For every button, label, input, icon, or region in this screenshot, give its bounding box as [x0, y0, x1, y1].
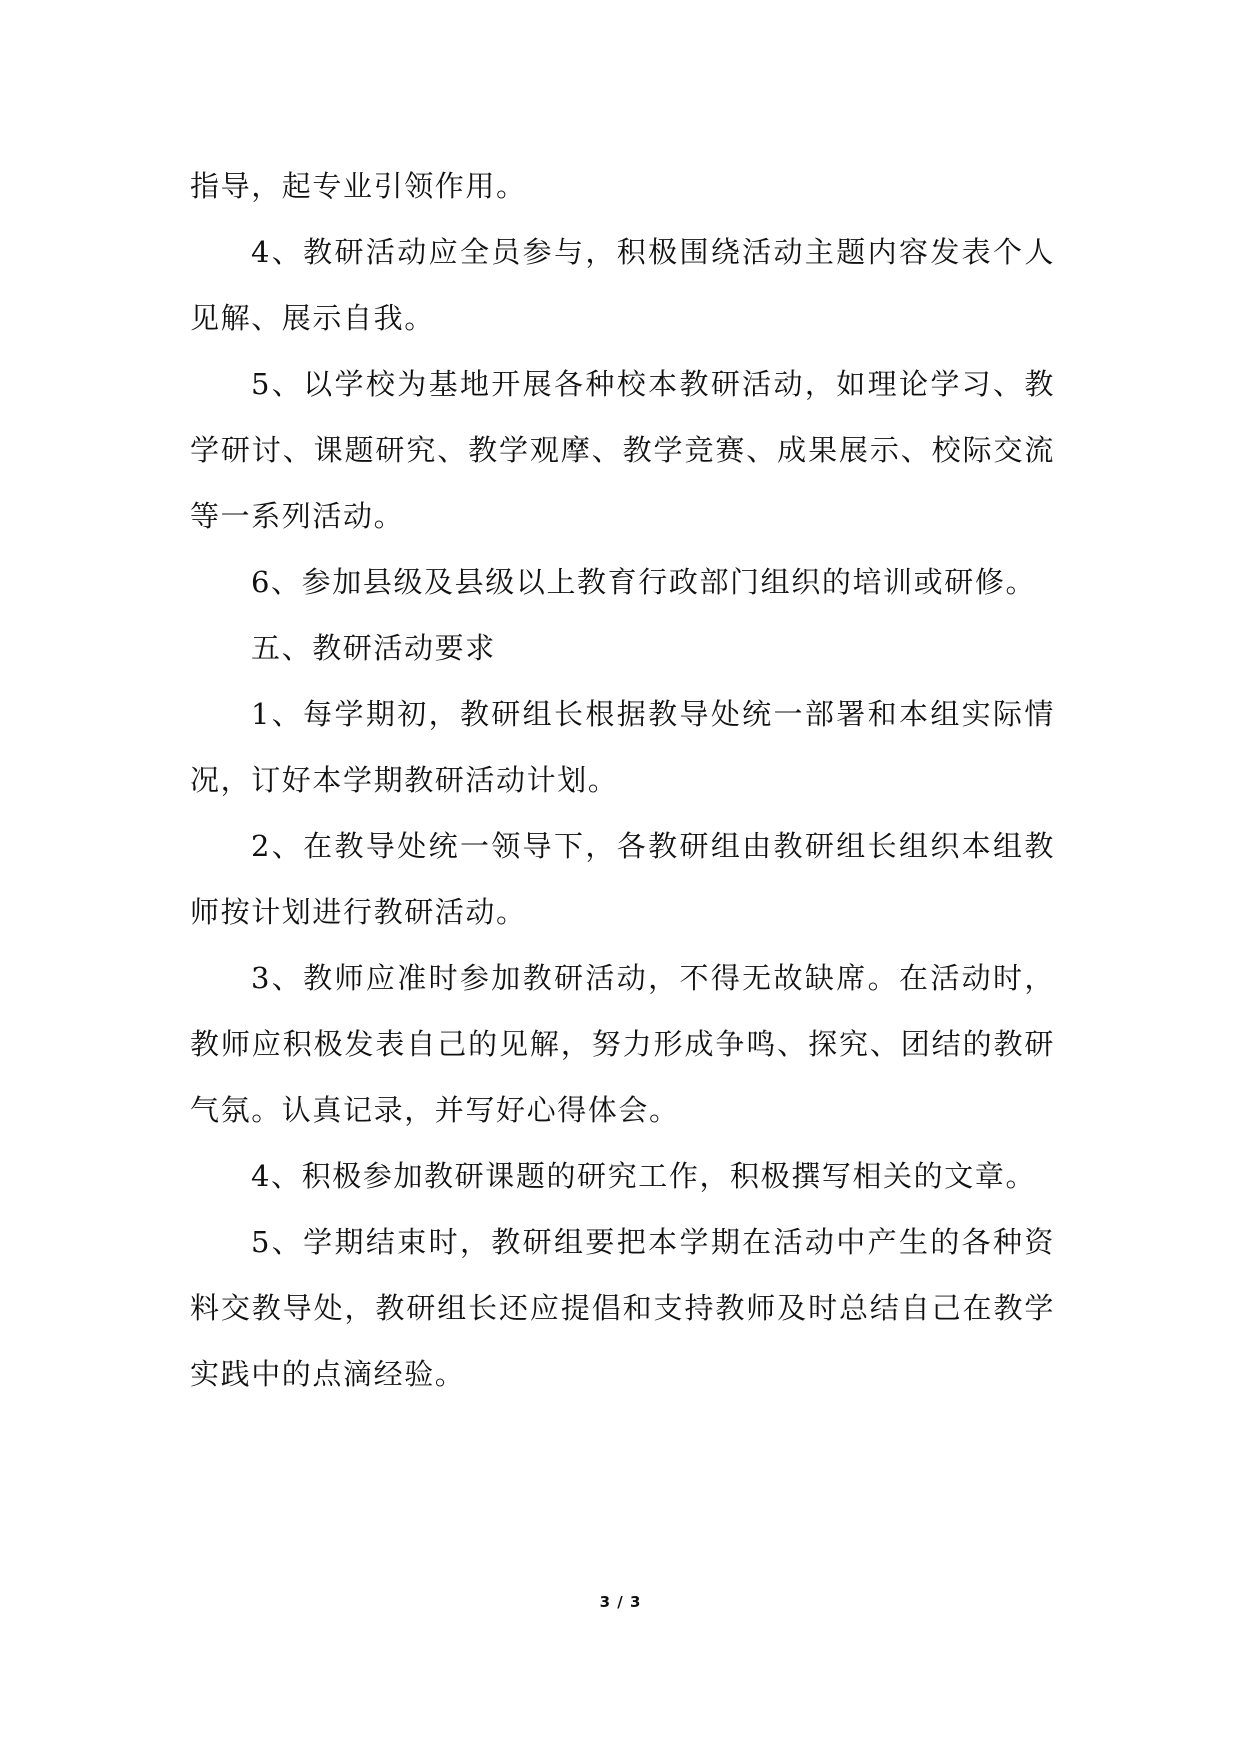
paragraph: 3、教师应准时参加教研活动，不得无故缺席。在活动时，教师应积极发表自己的见解，努力形成争鸣、探究、团结的教研气氛。认真记录，并写好心得体会。 [190, 961, 1055, 1127]
page-number: 3 / 3 [599, 1593, 642, 1611]
paragraph: 6、参加县级及县级以上教育行政部门组织的培训或研修。 [251, 565, 1037, 599]
paragraph: 5、学期结束时，教研组要把本学期在活动中产生的各种资料交教导处，教研组长还应提倡和支持教师及时总结自己在教学实践中的点滴经验。 [190, 1225, 1055, 1391]
paragraph: 4、教研活动应全员参与，积极围绕活动主题内容发表个人见解、展示自我。 [190, 235, 1055, 335]
paragraph: 4、积极参加教研课题的研究工作，积极撰写相关的文章。 [251, 1159, 1037, 1193]
document-body [190, 153, 1055, 1407]
paragraph: 2、在教导处统一领导下，各教研组由教研组长组织本组教师按计划进行教研活动。 [190, 829, 1055, 929]
paragraph: 5、以学校为基地开展各种校本教研活动，如理论学习、教学研讨、课题研究、教学观摩、教学竞赛、成果展示、校际交流等一系列活动。 [190, 367, 1055, 533]
section-heading: 五、教研活动要求 [251, 631, 496, 665]
paragraph: 1、每学期初，教研组长根据教导处统一部署和本组实际情况，订好本学期教研活动计划。 [190, 697, 1055, 797]
paragraph: 指导，起专业引领作用。 [190, 169, 527, 203]
